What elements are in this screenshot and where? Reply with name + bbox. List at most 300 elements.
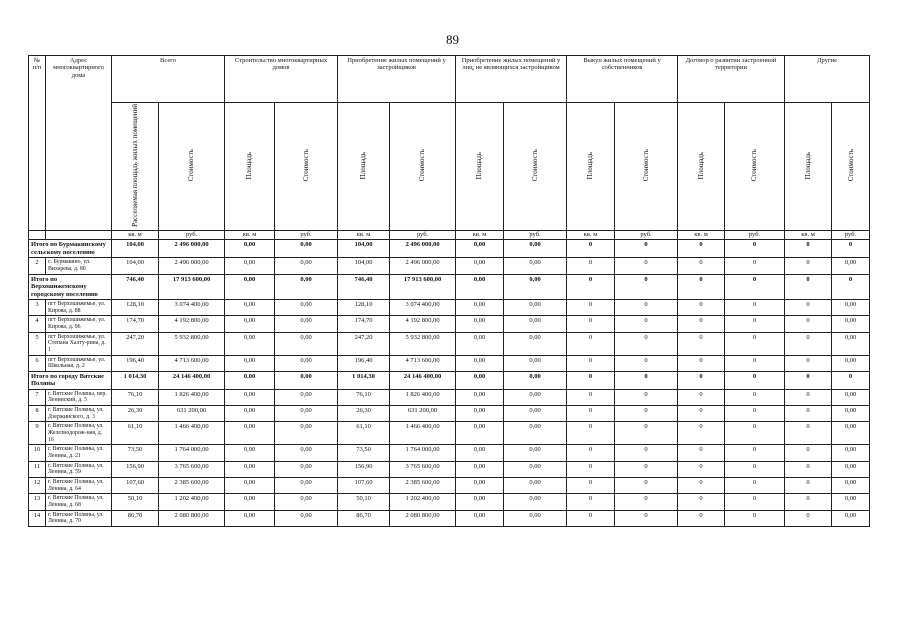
value-cell: 0,00 bbox=[275, 389, 338, 405]
row-number: 4 bbox=[29, 316, 46, 332]
value-cell: 0 bbox=[615, 494, 678, 510]
value-cell: 0 bbox=[725, 274, 785, 299]
subheader-area: Площадь bbox=[338, 103, 390, 231]
value-cell: 0,00 bbox=[504, 355, 567, 371]
value-cell: 0,00 bbox=[225, 299, 275, 315]
value-cell: 0,00 bbox=[832, 406, 870, 422]
resettlement-table bbox=[28, 55, 870, 527]
value-cell: 0,00 bbox=[456, 258, 504, 274]
value-cell: 0,00 bbox=[456, 510, 504, 526]
value-cell: 0 bbox=[567, 494, 615, 510]
subtotal-row bbox=[29, 240, 870, 258]
value-cell: 0,00 bbox=[504, 510, 567, 526]
value-cell: 26,30 bbox=[338, 406, 390, 422]
value-cell: 0 bbox=[567, 371, 615, 389]
value-cell: 0,00 bbox=[225, 240, 275, 258]
value-cell: 0,00 bbox=[832, 422, 870, 445]
value-cell: 0,00 bbox=[504, 240, 567, 258]
value-cell: 1 764 000,00 bbox=[159, 445, 225, 461]
value-cell: 0,00 bbox=[275, 316, 338, 332]
value-cell: 1 466 400,00 bbox=[390, 422, 456, 445]
value-cell: 0 bbox=[615, 371, 678, 389]
row-address: г. Вятские Поляны, ул. Ленина, д. 70 bbox=[46, 510, 112, 526]
value-cell: 1 014,30 bbox=[112, 371, 159, 389]
row-number: 5 bbox=[29, 332, 46, 355]
value-cell: 2 496 000,00 bbox=[390, 240, 456, 258]
value-cell: 0 bbox=[678, 332, 725, 355]
row-number: 13 bbox=[29, 494, 46, 510]
value-cell: 0,00 bbox=[225, 355, 275, 371]
value-cell: 0,00 bbox=[275, 406, 338, 422]
value-cell: 1 202 400,00 bbox=[159, 494, 225, 510]
unit-cell: руб. bbox=[504, 231, 567, 240]
value-cell: 0 bbox=[615, 445, 678, 461]
value-cell: 2 385 600,00 bbox=[159, 478, 225, 494]
value-cell: 0,00 bbox=[504, 258, 567, 274]
value-cell: 0,00 bbox=[504, 316, 567, 332]
value-cell: 0 bbox=[832, 371, 870, 389]
value-cell: 631 200,00 bbox=[390, 406, 456, 422]
value-cell: 104,00 bbox=[338, 258, 390, 274]
value-cell: 0,00 bbox=[456, 461, 504, 477]
unit-cell: руб. bbox=[615, 231, 678, 240]
table-row bbox=[29, 406, 870, 422]
value-cell: 0 bbox=[615, 355, 678, 371]
value-cell: 746,40 bbox=[112, 274, 159, 299]
row-number: 6 bbox=[29, 355, 46, 371]
value-cell: 0 bbox=[785, 494, 832, 510]
value-cell: 0,00 bbox=[504, 461, 567, 477]
value-cell: 0 bbox=[615, 422, 678, 445]
row-address: г. Вятские Поляны, ул. Ленина, д. 68 bbox=[46, 494, 112, 510]
value-cell: 0 bbox=[678, 258, 725, 274]
value-cell: 0 bbox=[678, 494, 725, 510]
unit-cell: кв. м bbox=[678, 231, 725, 240]
value-cell: 2 496 000,00 bbox=[159, 258, 225, 274]
value-cell: 3 765 600,00 bbox=[159, 461, 225, 477]
table-row bbox=[29, 461, 870, 477]
value-cell: 0 bbox=[678, 422, 725, 445]
row-address: пгт Верхошижемье, ул. Кирова, д. 88 bbox=[46, 299, 112, 315]
value-cell: 0 bbox=[567, 299, 615, 315]
value-cell: 2 496 000,00 bbox=[159, 240, 225, 258]
value-cell: 0,00 bbox=[456, 355, 504, 371]
value-cell: 86,70 bbox=[112, 510, 159, 526]
value-cell: 0 bbox=[567, 478, 615, 494]
value-cell: 0,00 bbox=[275, 258, 338, 274]
value-cell: 247,20 bbox=[338, 332, 390, 355]
value-cell: 0,00 bbox=[275, 274, 338, 299]
value-cell: 3 074 400,00 bbox=[390, 299, 456, 315]
subheader-area: Площадь bbox=[456, 103, 504, 231]
subheader-cost: Стоимость bbox=[275, 103, 338, 231]
value-cell: 50,10 bbox=[338, 494, 390, 510]
value-cell: 0 bbox=[678, 371, 725, 389]
value-cell: 0,00 bbox=[225, 510, 275, 526]
header-group-buyout: Выкуп жилых помещений у собственников bbox=[567, 56, 678, 103]
value-cell: 0,00 bbox=[456, 274, 504, 299]
value-cell: 104,00 bbox=[338, 240, 390, 258]
value-cell: 0,00 bbox=[456, 406, 504, 422]
row-address: г. Вятские Поляны, ул. Ленина, д. 21 bbox=[46, 445, 112, 461]
value-cell: 0 bbox=[678, 355, 725, 371]
value-cell: 0 bbox=[615, 332, 678, 355]
value-cell: 3 074 400,00 bbox=[159, 299, 225, 315]
unit-cell: кв. м bbox=[456, 231, 504, 240]
value-cell: 0 bbox=[785, 389, 832, 405]
value-cell: 0,00 bbox=[225, 274, 275, 299]
value-cell: 0,00 bbox=[504, 332, 567, 355]
row-address: г. Вятские Поляны, ул. Ленина, д. 64 bbox=[46, 478, 112, 494]
table-row bbox=[29, 332, 870, 355]
row-number: 10 bbox=[29, 445, 46, 461]
value-cell: 0 bbox=[615, 240, 678, 258]
value-cell: 0,00 bbox=[225, 445, 275, 461]
value-cell: 0 bbox=[785, 461, 832, 477]
header-num: № п/п bbox=[29, 56, 46, 231]
value-cell: 0 bbox=[785, 332, 832, 355]
value-cell: 0 bbox=[785, 406, 832, 422]
value-cell: 0,00 bbox=[275, 240, 338, 258]
row-number: 3 bbox=[29, 299, 46, 315]
value-cell: 0,00 bbox=[504, 274, 567, 299]
value-cell: 0,00 bbox=[456, 422, 504, 445]
value-cell: 0,00 bbox=[275, 445, 338, 461]
value-cell: 0 bbox=[567, 316, 615, 332]
value-cell: 0 bbox=[567, 332, 615, 355]
value-cell: 73,50 bbox=[338, 445, 390, 461]
value-cell: 196,40 bbox=[112, 355, 159, 371]
row-number: 14 bbox=[29, 510, 46, 526]
value-cell: 0 bbox=[678, 316, 725, 332]
value-cell: 0 bbox=[678, 406, 725, 422]
value-cell: 61,10 bbox=[112, 422, 159, 445]
value-cell: 0 bbox=[678, 461, 725, 477]
value-cell: 0 bbox=[832, 274, 870, 299]
value-cell: 0 bbox=[785, 355, 832, 371]
header-group-territory: Договор о развитии застроенной территории bbox=[678, 56, 785, 103]
units-row bbox=[29, 231, 870, 240]
row-number: 7 bbox=[29, 389, 46, 405]
unit-cell: руб. bbox=[390, 231, 456, 240]
value-cell: 0 bbox=[678, 299, 725, 315]
value-cell: 17 913 600,00 bbox=[390, 274, 456, 299]
header-group-total: Всего bbox=[112, 56, 225, 103]
value-cell: 0,00 bbox=[275, 461, 338, 477]
value-cell: 0 bbox=[678, 445, 725, 461]
subtotal-row bbox=[29, 274, 870, 299]
value-cell: 1 202 400,00 bbox=[390, 494, 456, 510]
value-cell: 0,00 bbox=[832, 316, 870, 332]
value-cell: 2 385 600,00 bbox=[390, 478, 456, 494]
value-cell: 0,00 bbox=[504, 299, 567, 315]
value-cell: 26,30 bbox=[112, 406, 159, 422]
table-row bbox=[29, 494, 870, 510]
value-cell: 0 bbox=[567, 258, 615, 274]
value-cell: 76,10 bbox=[112, 389, 159, 405]
subheader-cost: Стоимость bbox=[725, 103, 785, 231]
value-cell: 0 bbox=[725, 316, 785, 332]
subheader-total-area: Расселяемая площадь жилых помещений bbox=[112, 103, 159, 231]
value-cell: 0,00 bbox=[504, 494, 567, 510]
value-cell: 0 bbox=[725, 422, 785, 445]
unit-cell: кв. м bbox=[785, 231, 832, 240]
value-cell: 0 bbox=[567, 240, 615, 258]
value-cell: 0 bbox=[785, 371, 832, 389]
value-cell: 1 014,30 bbox=[338, 371, 390, 389]
value-cell: 24 146 400,00 bbox=[159, 371, 225, 389]
subtotal-label: Итого по городу Вятские Поляны bbox=[29, 371, 112, 389]
value-cell: 1 826 400,00 bbox=[390, 389, 456, 405]
value-cell: 0,00 bbox=[275, 510, 338, 526]
value-cell: 2 080 800,00 bbox=[390, 510, 456, 526]
value-cell: 128,10 bbox=[112, 299, 159, 315]
value-cell: 24 146 400,00 bbox=[390, 371, 456, 389]
value-cell: 2 080 800,00 bbox=[159, 510, 225, 526]
unit-cell: руб. bbox=[725, 231, 785, 240]
value-cell: 61,10 bbox=[338, 422, 390, 445]
value-cell: 0 bbox=[567, 445, 615, 461]
table-row bbox=[29, 258, 870, 274]
value-cell: 0,00 bbox=[504, 389, 567, 405]
value-cell: 0,00 bbox=[504, 422, 567, 445]
row-number: 8 bbox=[29, 406, 46, 422]
value-cell: 0,00 bbox=[456, 316, 504, 332]
subtotal-label: Итого по Верхошижемскому городскому поселению bbox=[29, 274, 112, 299]
value-cell: 0 bbox=[725, 332, 785, 355]
value-cell: 0 bbox=[725, 389, 785, 405]
value-cell: 156,90 bbox=[112, 461, 159, 477]
value-cell: 0 bbox=[785, 422, 832, 445]
value-cell: 0,00 bbox=[275, 478, 338, 494]
value-cell: 0 bbox=[725, 494, 785, 510]
value-cell: 0 bbox=[725, 461, 785, 477]
subheader-cost: Стоимость bbox=[159, 103, 225, 231]
value-cell: 0,00 bbox=[504, 371, 567, 389]
value-cell: 4 713 600,00 bbox=[159, 355, 225, 371]
value-cell: 0 bbox=[615, 406, 678, 422]
value-cell: 0,00 bbox=[832, 445, 870, 461]
row-address: г. Вятские Поляны, ул. Ленина, д. 59 bbox=[46, 461, 112, 477]
value-cell: 107,60 bbox=[338, 478, 390, 494]
table-row bbox=[29, 422, 870, 445]
value-cell: 0 bbox=[725, 240, 785, 258]
subheader-cost: Стоимость bbox=[615, 103, 678, 231]
value-cell: 73,50 bbox=[112, 445, 159, 461]
value-cell: 0 bbox=[567, 422, 615, 445]
subheader-area: Площадь bbox=[785, 103, 832, 231]
header-group-other: Другие bbox=[785, 56, 870, 103]
value-cell: 0,00 bbox=[456, 299, 504, 315]
value-cell: 0,00 bbox=[275, 494, 338, 510]
subheader-area: Площадь bbox=[567, 103, 615, 231]
value-cell: 0,00 bbox=[225, 258, 275, 274]
value-cell: 0 bbox=[725, 355, 785, 371]
value-cell: 0 bbox=[615, 389, 678, 405]
row-number: 11 bbox=[29, 461, 46, 477]
unit-cell: кв. м bbox=[567, 231, 615, 240]
value-cell: 0,00 bbox=[225, 461, 275, 477]
value-cell: 0,00 bbox=[832, 510, 870, 526]
value-cell: 0 bbox=[785, 274, 832, 299]
value-cell: 1 826 400,00 bbox=[159, 389, 225, 405]
value-cell: 0,00 bbox=[456, 494, 504, 510]
table-row bbox=[29, 389, 870, 405]
value-cell: 0,00 bbox=[275, 371, 338, 389]
table-row bbox=[29, 510, 870, 526]
value-cell: 17 913 600,00 bbox=[159, 274, 225, 299]
value-cell: 0,00 bbox=[504, 406, 567, 422]
value-cell: 0,00 bbox=[225, 494, 275, 510]
value-cell: 1 764 000,00 bbox=[390, 445, 456, 461]
row-address: г. Вятские Поляны, ул. Железнодорож-ная, д. 16 bbox=[46, 422, 112, 445]
subheader-area: Площадь bbox=[225, 103, 275, 231]
value-cell: 196,40 bbox=[338, 355, 390, 371]
value-cell: 0,00 bbox=[504, 478, 567, 494]
row-address: пгт Верхошижемье, ул. Кирова, д. 96 bbox=[46, 316, 112, 332]
unit-cell: кв. м bbox=[225, 231, 275, 240]
value-cell: 0 bbox=[615, 510, 678, 526]
value-cell: 0 bbox=[725, 299, 785, 315]
header-group-construction: Строительство многоквартирных домов bbox=[225, 56, 338, 103]
value-cell: 5 932 800,00 bbox=[159, 332, 225, 355]
value-cell: 3 765 600,00 bbox=[390, 461, 456, 477]
value-cell: 0,00 bbox=[225, 371, 275, 389]
value-cell: 0 bbox=[678, 389, 725, 405]
unit-cell: кв. м bbox=[112, 231, 159, 240]
value-cell: 174,70 bbox=[112, 316, 159, 332]
value-cell: 0,00 bbox=[832, 258, 870, 274]
subheader-cost: Стоимость bbox=[504, 103, 567, 231]
subheader-cost: Стоимость bbox=[390, 103, 456, 231]
row-number: 12 bbox=[29, 478, 46, 494]
value-cell: 0,00 bbox=[225, 332, 275, 355]
value-cell: 156,90 bbox=[338, 461, 390, 477]
value-cell: 0,00 bbox=[456, 332, 504, 355]
value-cell: 0 bbox=[785, 240, 832, 258]
value-cell: 631 200,00 bbox=[159, 406, 225, 422]
table-row bbox=[29, 355, 870, 371]
value-cell: 0 bbox=[678, 240, 725, 258]
value-cell: 4 192 800,00 bbox=[159, 316, 225, 332]
value-cell: 0 bbox=[785, 478, 832, 494]
value-cell: 0,00 bbox=[456, 445, 504, 461]
value-cell: 0 bbox=[615, 258, 678, 274]
row-number: 9 bbox=[29, 422, 46, 445]
value-cell: 0,00 bbox=[504, 445, 567, 461]
value-cell: 174,70 bbox=[338, 316, 390, 332]
value-cell: 0 bbox=[678, 478, 725, 494]
value-cell: 0,00 bbox=[456, 478, 504, 494]
row-address: пгт Верхошижемье, ул. Степана Халту-рина, д. 1 bbox=[46, 332, 112, 355]
table-row bbox=[29, 316, 870, 332]
value-cell: 0 bbox=[725, 258, 785, 274]
value-cell: 0,00 bbox=[832, 461, 870, 477]
row-address: г. Вятские Поляны, ул. Дзержинского, д. 3 bbox=[46, 406, 112, 422]
value-cell: 0,00 bbox=[832, 332, 870, 355]
value-cell: 5 932 800,00 bbox=[390, 332, 456, 355]
value-cell: 0 bbox=[725, 510, 785, 526]
value-cell: 0 bbox=[785, 445, 832, 461]
value-cell: 0 bbox=[567, 355, 615, 371]
value-cell: 107,60 bbox=[112, 478, 159, 494]
subheader-cost: Стоимость bbox=[832, 103, 870, 231]
value-cell: 0 bbox=[725, 445, 785, 461]
header-address: Адрес многоквартирного дома bbox=[46, 56, 112, 231]
value-cell: 0,00 bbox=[832, 299, 870, 315]
header-group-developer: Приобретение жилых помещений у застройщиков bbox=[338, 56, 456, 103]
value-cell: 4 192 800,00 bbox=[390, 316, 456, 332]
value-cell: 746,40 bbox=[338, 274, 390, 299]
value-cell: 0 bbox=[678, 274, 725, 299]
value-cell: 0,00 bbox=[225, 389, 275, 405]
value-cell: 76,10 bbox=[338, 389, 390, 405]
value-cell: 0 bbox=[725, 406, 785, 422]
value-cell: 50,10 bbox=[112, 494, 159, 510]
unit-cell: руб. bbox=[275, 231, 338, 240]
value-cell: 0 bbox=[615, 274, 678, 299]
value-cell: 0 bbox=[615, 478, 678, 494]
value-cell: 0,00 bbox=[275, 299, 338, 315]
value-cell: 0,00 bbox=[832, 355, 870, 371]
value-cell: 2 496 000,00 bbox=[390, 258, 456, 274]
value-cell: 86,70 bbox=[338, 510, 390, 526]
row-address: с. Бурмакино, ул. Вихарева, д. 80 bbox=[46, 258, 112, 274]
value-cell: 0,00 bbox=[456, 371, 504, 389]
value-cell: 0,00 bbox=[832, 389, 870, 405]
row-address: г. Вятские Поляны, пер. Ленинский, д. 5 bbox=[46, 389, 112, 405]
value-cell: 0,00 bbox=[456, 240, 504, 258]
value-cell: 0,00 bbox=[225, 406, 275, 422]
table-row bbox=[29, 478, 870, 494]
value-cell: 0 bbox=[615, 299, 678, 315]
value-cell: 0,00 bbox=[275, 332, 338, 355]
value-cell: 104,00 bbox=[112, 258, 159, 274]
value-cell: 0,00 bbox=[225, 478, 275, 494]
value-cell: 0,00 bbox=[832, 494, 870, 510]
row-address: пгт Верхошижемье, ул. Школьная, д. 2 bbox=[46, 355, 112, 371]
value-cell: 0 bbox=[785, 316, 832, 332]
value-cell: 0 bbox=[725, 478, 785, 494]
value-cell: 0 bbox=[567, 461, 615, 477]
page-number: 89 bbox=[446, 32, 459, 47]
subtotal-row bbox=[29, 371, 870, 389]
value-cell: 0 bbox=[615, 461, 678, 477]
value-cell: 0,00 bbox=[275, 422, 338, 445]
subtotal-label: Итого по Бурмакинскому сельскому поселению bbox=[29, 240, 112, 258]
value-cell: 0 bbox=[785, 510, 832, 526]
value-cell: 0 bbox=[567, 510, 615, 526]
table-row bbox=[29, 299, 870, 315]
value-cell: 0,00 bbox=[456, 389, 504, 405]
value-cell: 0 bbox=[678, 510, 725, 526]
table-row bbox=[29, 445, 870, 461]
subheader-area: Площадь bbox=[678, 103, 725, 231]
value-cell: 0 bbox=[785, 258, 832, 274]
value-cell: 104,00 bbox=[112, 240, 159, 258]
value-cell: 4 713 600,00 bbox=[390, 355, 456, 371]
value-cell: 0,00 bbox=[275, 355, 338, 371]
row-number: 2 bbox=[29, 258, 46, 274]
value-cell: 1 466 400,00 bbox=[159, 422, 225, 445]
header-group-non-developer: Приобретение жилых помещений у лиц, не являющихся застройщиком bbox=[456, 56, 567, 103]
unit-cell: руб. bbox=[832, 231, 870, 240]
value-cell: 247,20 bbox=[112, 332, 159, 355]
unit-cell: кв. м bbox=[338, 231, 390, 240]
value-cell: 128,10 bbox=[338, 299, 390, 315]
value-cell: 0 bbox=[567, 274, 615, 299]
value-cell: 0,00 bbox=[832, 478, 870, 494]
